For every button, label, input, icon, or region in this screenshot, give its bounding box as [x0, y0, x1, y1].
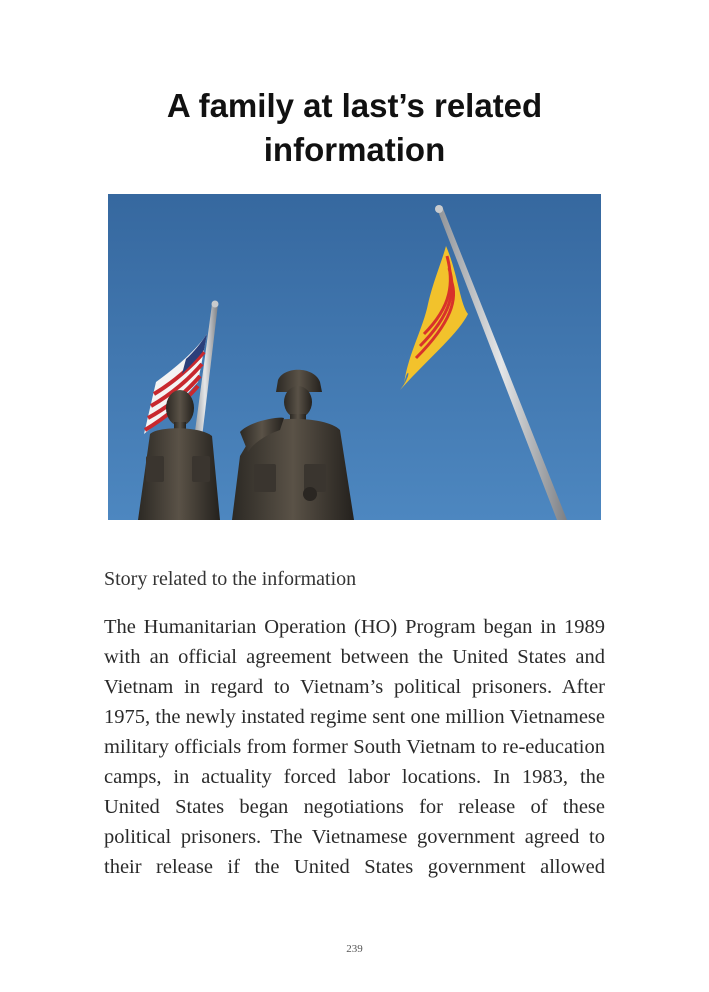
memorial-statue-photo — [108, 194, 601, 520]
right-flagpole-finial — [435, 205, 443, 213]
left-flagpole-finial — [212, 301, 219, 308]
page-title: A family at last’s related information — [166, 87, 543, 168]
page-number: 239 — [346, 943, 363, 955]
story-subheading: Story related to the information — [104, 568, 357, 590]
story-body-paragraph: The Humanitarian Operation (HO) Program began in 1989 with an official agreement between the United States and Vietnam in regard to Vietnam’s political prisoners. After 1975, the newly instated regime sent one million Vietnamese military officials from former South Vietnam to re-education camps, in actuality forced labor locations. In 1983, the United States began negotiations for release of these political prisoners. The Vietnamese government agreed to their release if the United States government allowed — [104, 616, 605, 878]
